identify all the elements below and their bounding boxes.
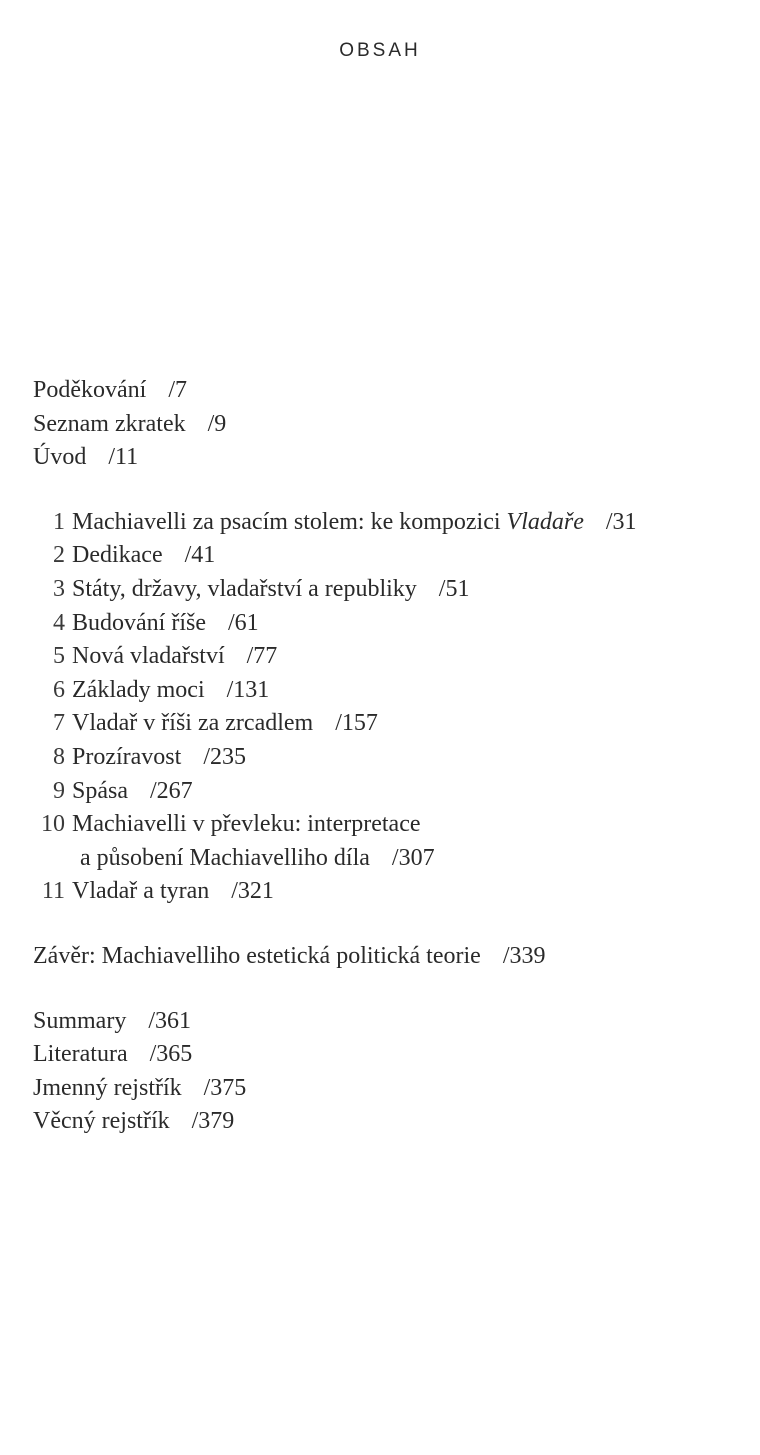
entry-page: /321 [231, 878, 274, 905]
section-gap [33, 974, 733, 1005]
toc-entry-front-2 [33, 441, 733, 475]
toc-entry-chapter-1 [33, 506, 733, 540]
chapter-title: Nová vladařství [72, 643, 225, 670]
toc-entry-conclusion [33, 940, 733, 974]
chapter-title: Budování říše [72, 609, 206, 636]
chapter-number: 3 [53, 575, 65, 602]
toc-entry-front-0 [33, 374, 733, 408]
chapter-title-italic: Vladaře [506, 508, 584, 535]
entry-title: Summary [33, 1007, 127, 1034]
chapter-title-wrap [66, 775, 128, 809]
chapter-title: Vladař v říši za zrcadlem [72, 710, 314, 737]
chapter-title-line2: a působení Machiavelliho díla [80, 844, 370, 871]
entry-page: /365 [149, 1041, 193, 1068]
chapter-number: 5 [53, 643, 65, 670]
chapter-title: Základy moci [72, 676, 205, 703]
entry-page: /41 [184, 542, 216, 569]
entry-page: /157 [335, 710, 378, 737]
entry-title: Věcný rejstřík [33, 1108, 170, 1135]
toc-entry-back-2 [33, 1072, 733, 1106]
toc-entry-back-1 [33, 1038, 733, 1072]
toc-entry-chapter-10-continued [33, 842, 733, 876]
entry-page: /77 [246, 643, 278, 670]
entry-page: /375 [203, 1074, 247, 1101]
toc-entry-chapter-4 [33, 607, 733, 641]
chapter-title-wrap [66, 539, 163, 573]
chapter-number: 9 [53, 777, 65, 804]
chapter-number: 4 [53, 609, 65, 636]
chapter-title: Machiavelli v převleku: interpretace [72, 811, 421, 838]
toc-entry-front-1 [33, 408, 733, 442]
entry-page: /7 [168, 377, 187, 403]
entry-page: /31 [605, 508, 637, 535]
chapter-title: Spása [72, 777, 128, 804]
chapter-number: 6 [53, 676, 65, 703]
chapter-title-wrap [66, 506, 584, 540]
chapter-title: Státy, državy, vladařství a republiky [72, 575, 417, 602]
chapter-title-wrap [66, 741, 181, 775]
entry-page: /9 [207, 410, 227, 437]
chapter-title-wrap [66, 707, 313, 741]
chapter-number: 10 [41, 811, 65, 838]
toc-entry-chapter-8 [33, 741, 733, 775]
chapter-title-wrap [66, 607, 206, 641]
chapter-title-wrap [66, 640, 225, 674]
entry-page: /339 [502, 942, 546, 969]
section-gap [33, 909, 733, 940]
chapter-number: 2 [53, 542, 65, 569]
chapter-title: Vladař a tyran [72, 878, 210, 905]
entry-page: /267 [150, 777, 193, 804]
chapter-title-wrap [66, 875, 209, 909]
table-of-contents [33, 374, 733, 1139]
toc-entry-chapter-5 [33, 640, 733, 674]
chapter-title-wrap [66, 573, 417, 607]
chapter-number: 7 [53, 710, 65, 737]
entry-title: Poděkování [33, 377, 147, 403]
entry-title: Závěr: Machiavelliho estetická politická teorie [33, 942, 481, 969]
entry-page: /361 [148, 1007, 191, 1034]
chapter-number: 11 [41, 878, 65, 905]
toc-entry-chapter-9 [33, 775, 733, 809]
toc-entry-chapter-3 [33, 573, 733, 607]
toc-entry-back-3 [33, 1105, 733, 1139]
entry-title: Seznam zkratek [33, 410, 186, 437]
chapter-title-wrap [66, 674, 205, 708]
entry-page: /61 [227, 609, 259, 636]
entry-title: Úvod [33, 444, 87, 471]
chapter-title: Prozíravost [72, 743, 182, 770]
entry-page: /51 [438, 575, 470, 602]
entry-title: Literatura [33, 1041, 128, 1068]
toc-entry-back-0 [33, 1005, 733, 1039]
entry-title: Jmenný rejstřík [33, 1074, 182, 1101]
toc-entry-chapter-7 [33, 707, 733, 741]
entry-page: /11 [108, 444, 139, 471]
entry-page: /131 [226, 676, 270, 703]
toc-entry-chapter-10 [33, 808, 733, 842]
chapter-title-wrap [66, 808, 421, 842]
toc-entry-chapter-2 [33, 539, 733, 573]
toc-entry-chapter-6 [33, 674, 733, 708]
entry-page: /307 [391, 844, 435, 871]
chapter-number: 1 [53, 508, 65, 535]
section-gap [33, 475, 733, 506]
chapter-title: Dedikace [72, 542, 163, 569]
chapter-title: Machiavelli za psacím stolem: ke kompozici [72, 508, 507, 535]
entry-page: /235 [203, 743, 246, 770]
entry-page: /379 [191, 1108, 235, 1135]
toc-entry-chapter-11 [33, 875, 733, 909]
page-title: OBSAH [339, 40, 421, 61]
chapter-number: 8 [53, 743, 65, 770]
